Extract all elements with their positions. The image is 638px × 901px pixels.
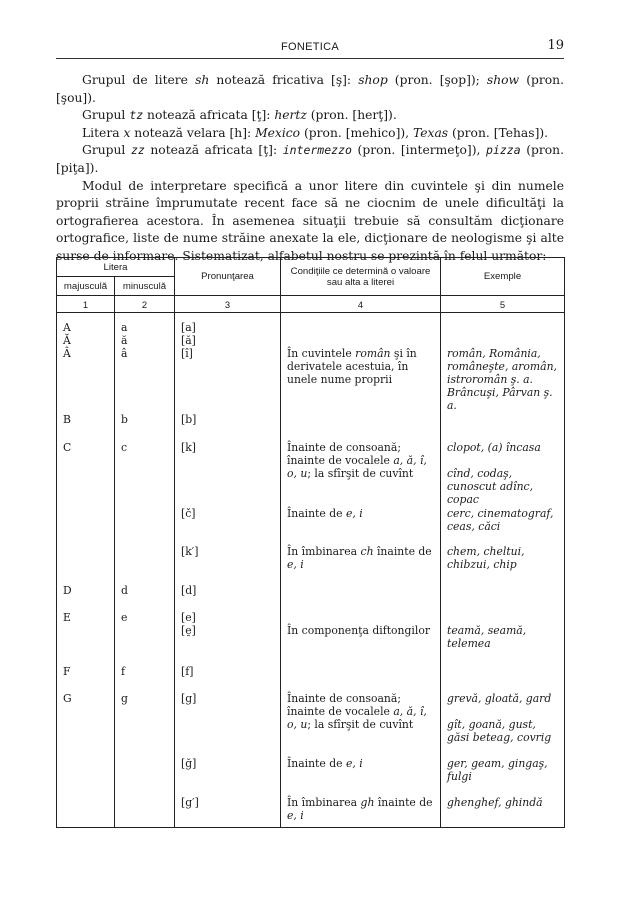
pronunciation: [e] <box>181 611 196 624</box>
column-number: 1 <box>57 296 115 313</box>
header-litera: Litera <box>57 258 175 277</box>
running-head-title: FONETICA <box>280 41 339 53</box>
column-exemple <box>441 313 564 827</box>
column-number: 4 <box>281 296 441 313</box>
pronunciation: [î] <box>181 347 193 360</box>
paragraph-sh: Grupul de litere sh notează fricativa [ş]: shop (pron. [şop]); show (pron. [şou]). <box>56 73 564 105</box>
letter-majuscula: E <box>63 611 71 624</box>
condition-text: Înainte de consoană; înainte de vocalele a, ă, î, o, u; la sfîrşit de cuvînt <box>287 441 427 480</box>
letter-minuscula: f <box>121 665 125 678</box>
pronunciation: [e̯] <box>181 624 196 637</box>
pronunciation: [g] <box>181 692 197 705</box>
column-conditii <box>281 313 440 827</box>
condition-text: În îmbinarea gh înainte de e, i <box>287 796 433 822</box>
column-pronuntarea <box>175 313 280 827</box>
example-text: clopot, (a) încasa <box>447 441 541 454</box>
condition-text: În componenţa diftongilor <box>287 624 430 637</box>
condition-text: În îmbinarea ch înainte de e, i <box>287 545 432 571</box>
header-pronuntarea: Pronunţarea <box>175 258 281 296</box>
letter-majuscula: F <box>63 665 71 678</box>
example-text: cînd, codaş, cunoscut adînc, copac <box>447 467 534 506</box>
letter-majuscula: Â <box>63 347 71 360</box>
example-text: chem, cheltui, chibzui, chip <box>447 545 525 571</box>
letter-minuscula: g <box>121 692 128 705</box>
letter-minuscula: ă <box>121 334 128 347</box>
column-number: 3 <box>175 296 281 313</box>
pronunciation: [č] <box>181 507 196 520</box>
example-text: ghenghef, ghindă <box>447 796 543 809</box>
header-conditii: Condiţiile ce determină o valoare sau alta a literei <box>281 258 441 296</box>
letter-majuscula: D <box>63 584 72 597</box>
alphabet-table <box>56 257 565 828</box>
letter-majuscula: G <box>63 692 72 705</box>
pronunciation: [f] <box>181 665 194 678</box>
column-majuscula <box>57 313 114 827</box>
column-minuscula <box>115 313 174 827</box>
letter-majuscula: C <box>63 441 72 454</box>
letter-majuscula: Ă <box>63 334 71 347</box>
pronunciation: [k] <box>181 441 196 454</box>
example-text: grevă, gloată, gard <box>447 692 552 705</box>
pronunciation: [a] <box>181 321 196 334</box>
example-text: teamă, seamă, telemea <box>447 624 527 650</box>
paragraph-zz: Grupul zz notează africata [ţ]: intermezzo (pron. [intermeţo]), pizza (pron. [piţa]). <box>56 143 564 175</box>
condition-text: Înainte de e, i <box>287 507 363 520</box>
pronunciation: [g′] <box>181 796 199 809</box>
letter-minuscula: a <box>121 321 128 334</box>
running-head <box>56 40 564 59</box>
letter-majuscula: B <box>63 413 71 426</box>
letter-minuscula: e <box>121 611 128 624</box>
column-number: 2 <box>115 296 175 313</box>
column-number: 5 <box>441 296 565 313</box>
pronunciation: [ă] <box>181 334 196 347</box>
pronunciation: [k′] <box>181 545 199 558</box>
pronunciation: [ğ] <box>181 757 197 770</box>
example-text: cerc, cinematograf, ceas, căci <box>447 507 554 533</box>
page-number: 19 <box>547 38 564 53</box>
pronunciation: [d] <box>181 584 197 597</box>
example-text: gît, goană, gust, găsi beteag, covrig <box>447 718 552 744</box>
example-text: ger, geam, gingaş, fulgi <box>447 757 548 783</box>
header-exemple: Exemple <box>441 258 565 296</box>
header-minuscula: minusculă <box>115 277 175 296</box>
body-text <box>56 72 564 266</box>
letter-minuscula: b <box>121 413 128 426</box>
condition-text: În cuvintele român şi în derivatele acestuia, în unele nume proprii <box>287 347 417 386</box>
condition-text: Înainte de consoană; înainte de vocalele a, ă, î, o, u; la sfîrşit de cuvînt <box>287 692 427 731</box>
letter-minuscula: c <box>121 441 128 454</box>
paragraph-x: Litera x notează velara [h]: Mexico (pron. [mehico]), Texas (pron. [Tehas]). <box>82 125 549 140</box>
paragraph-tz: Grupul tz notează africata [ţ]: hertz (pron. [herţ]). <box>82 108 397 123</box>
example-text: român, România, româneşte, aromân, istroromân ş. a. Brâncuşi, Pârvan ş. a. <box>447 347 557 412</box>
header-majuscula: majusculă <box>57 277 115 296</box>
condition-text: Înainte de e, i <box>287 757 363 770</box>
letter-minuscula: â <box>121 347 128 360</box>
pronunciation: [b] <box>181 413 197 426</box>
letter-majuscula: A <box>63 321 71 334</box>
letter-minuscula: d <box>121 584 128 597</box>
paragraph-intro-alphabet: Modul de interpretare specifică a unor litere din cuvintele şi din numele proprii străine împrumutate recent face să ne ciocnim de unele dificultăţi la ortografierea acestora. În asemenea situaţii trebuie să consultăm dicţionare ortografice, liste de nume străine anexate la ele, dicţionare de neologisme şi alte surse de informare. Sistematizat, alfabetul nostru se prezintă în felul următor: <box>56 178 564 263</box>
